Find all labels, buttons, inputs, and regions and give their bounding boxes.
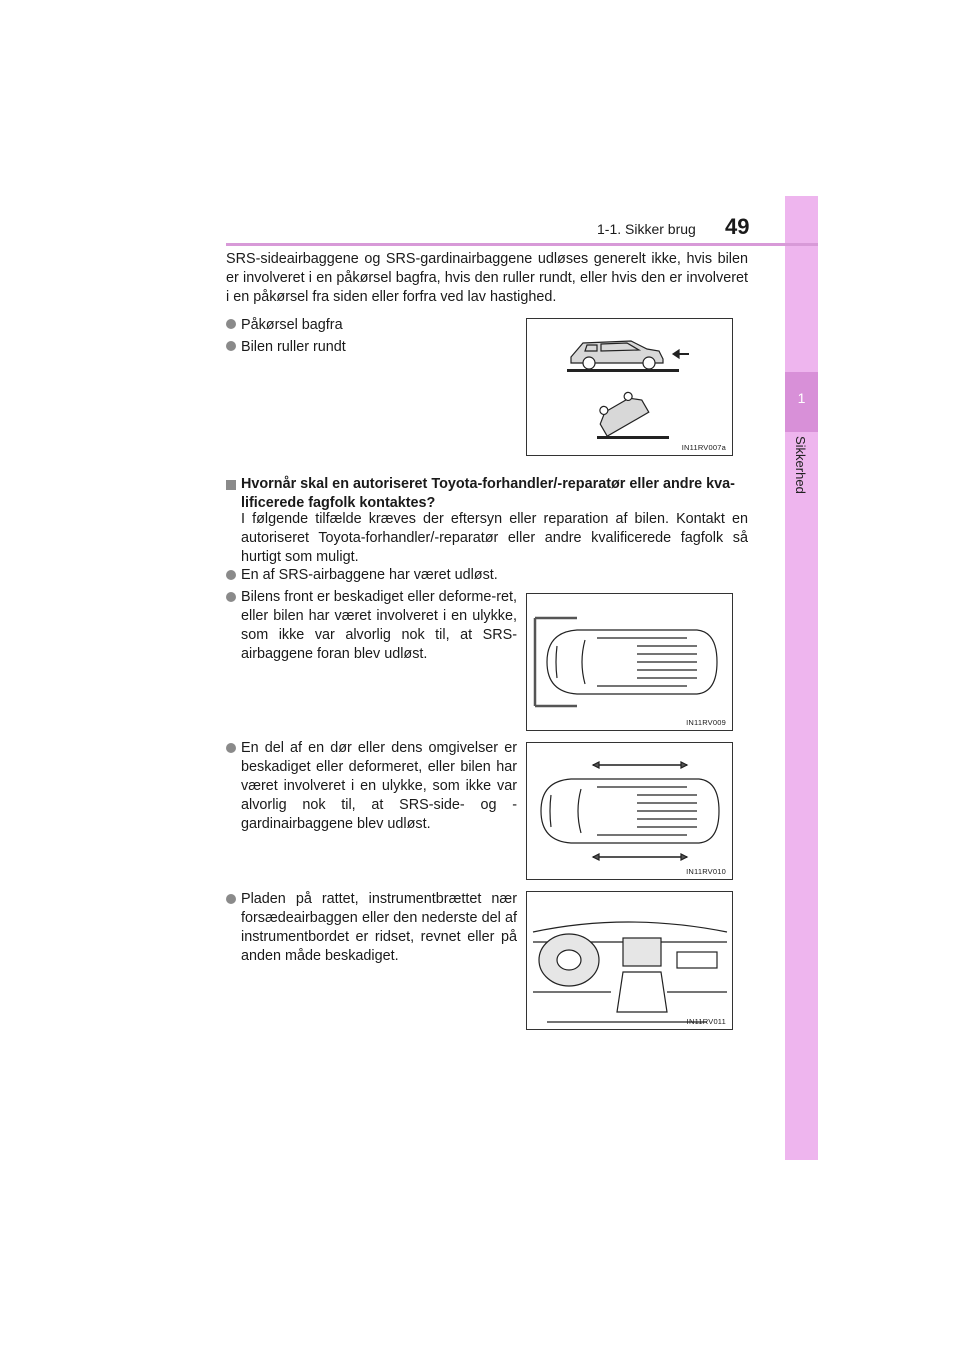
bullet-rollover [226, 338, 346, 357]
bullet-dot [226, 319, 236, 329]
figure-rear-collision-rollover [526, 318, 733, 456]
figure-side-damage [526, 742, 733, 880]
bullet-steering-pad-damaged [241, 890, 517, 966]
bullet-dot [226, 743, 236, 753]
bullet-dot [226, 592, 236, 602]
chapter-number: 1 [797, 390, 806, 406]
car-top-view-side-illustration [527, 743, 732, 879]
bullet-dot [226, 341, 236, 351]
section-heading [226, 475, 748, 513]
figure-front-damage [526, 593, 733, 731]
section-intro-paragraph: I følgende tilfælde kræves der eftersyn eller reparation af bilen. Kontakt en autoriseret Toyota-forhandler/-reparatør eller andre kvalificerede fagfolk så hurtigt som muligt. [241, 511, 748, 565]
car-side-and-rollover-illustration [527, 319, 732, 455]
bullet-front-damaged [241, 588, 517, 664]
bullet-text: En af SRS-airbaggene har været udløst. [241, 567, 498, 583]
intro-paragraph: SRS-sideairbaggene og SRS-gardinairbaggene udløses generelt ikke, hvis bilen er involveret i en påkørsel bagfra, hvis den ruller rundt, eller hvis den er involveret i en påkørsel fra siden eller forfra ved lav hastighed. [226, 251, 748, 305]
figure-dashboard-damage [526, 891, 733, 1030]
figure-code: IN11RV010 [686, 867, 726, 876]
figure-code: IN11RV011 [686, 1017, 726, 1026]
bullet-text: Bilens front er beskadiget eller deforme-ret, eller bilen har været involveret i en ulykke, som ikke var alvorlig nok til, at SRS-airbaggene foran blev udløst. [241, 589, 517, 662]
page-number: 49 [725, 214, 750, 239]
car-top-view-front-illustration [527, 594, 732, 730]
figure-code: IN11RV009 [686, 718, 726, 727]
section-title: 1-1. Sikker brug [597, 221, 696, 237]
header-rule [226, 243, 818, 246]
chapter-side-tab [785, 196, 818, 1160]
heading-square-icon [226, 480, 236, 490]
bullet-rear-collision [226, 316, 343, 335]
bullet-dot [226, 894, 236, 904]
figure-code: IN11RV007a [681, 443, 726, 452]
bullet-door-damaged [241, 739, 517, 834]
section-heading-text: Hvornår skal en autoriseret Toyota-forhandler/-reparatør eller andre kva-lificerede fagfolk kontaktes? [241, 476, 735, 511]
bullet-dot [226, 570, 236, 580]
bullet-text: Pladen på rattet, instrumentbrættet nær forsædeairbaggen eller den nederste del af instrumentbordet er ridset, revnet eller på anden måde beskadiget. [241, 891, 517, 964]
bullet-text: Bilen ruller rundt [241, 339, 346, 355]
chapter-label: Sikkerhed [793, 436, 808, 494]
bullet-airbag-deployed [241, 566, 517, 585]
dashboard-illustration [527, 892, 732, 1029]
bullet-text: En del af en dør eller dens omgivelser er beskadiget eller deformeret, eller bilen har været involveret i en ulykke, som ikke var alvorlig nok til, at SRS-side- og -gardinairbaggene blev udløst. [241, 740, 517, 832]
bullet-text: Påkørsel bagfra [241, 317, 343, 333]
